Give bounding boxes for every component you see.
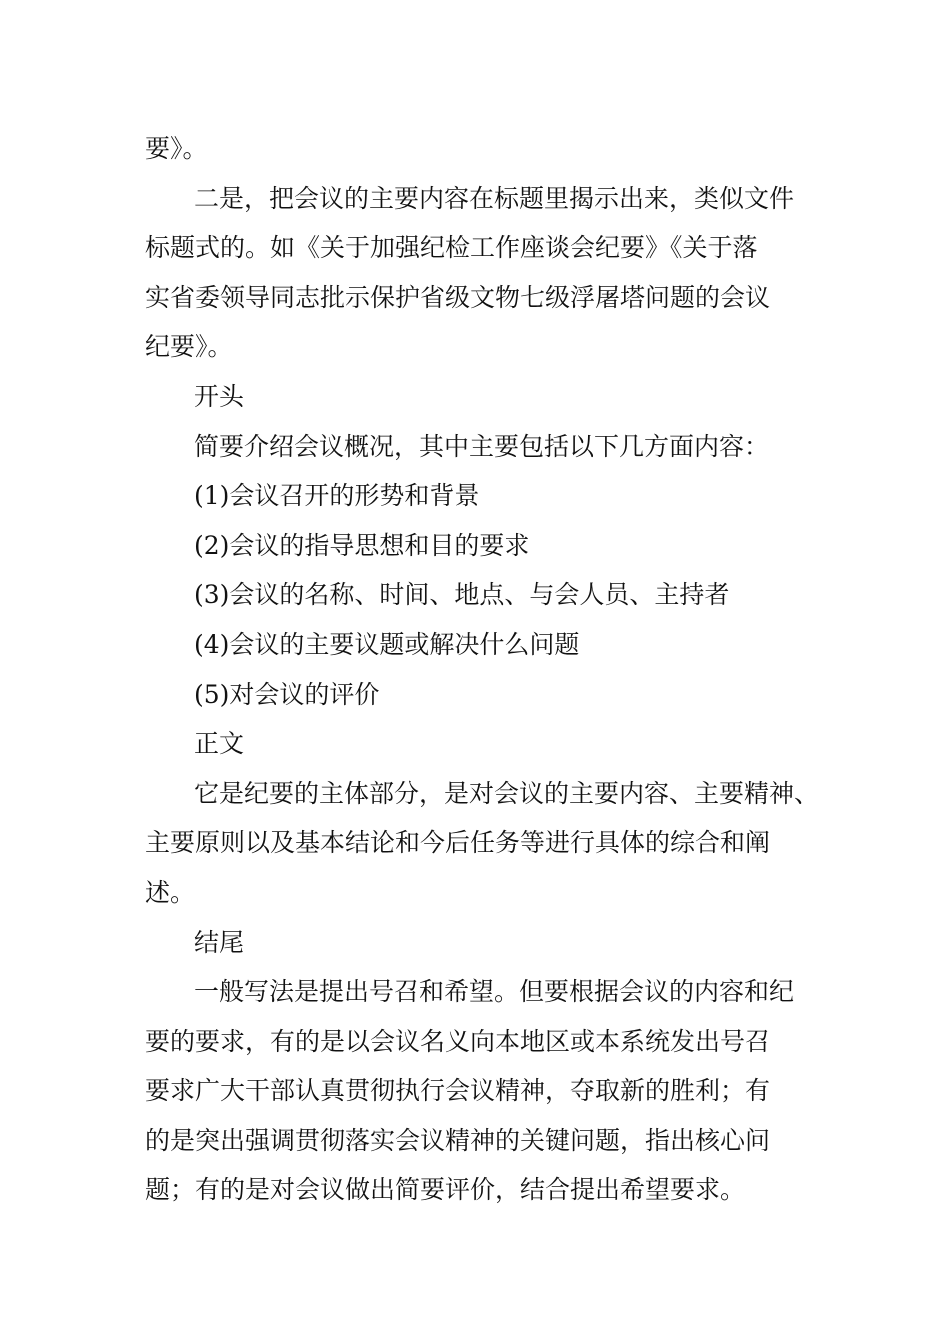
document-body (145, 124, 835, 1215)
text-line: 要求广大干部认真贯彻执行会议精神，夺取新的胜利；有 (145, 1076, 771, 1106)
text-line: 一般写法是提出号召和希望。但要根据会议的内容和纪 (194, 977, 795, 1007)
list-item: (1)会议召开的形势和背景 (194, 481, 480, 511)
list-item: (3)会议的名称、时间、地点、与会人员、主持者 (194, 580, 730, 610)
text-line: 纪要》。 (145, 332, 233, 362)
text-line: 它是纪要的主体部分，是对会议的主要内容、主要精神、 (194, 778, 820, 808)
text-line: 简要介绍会议概况，其中主要包括以下几方面内容： (194, 431, 770, 461)
list-item: (2)会议的指导思想和目的要求 (194, 530, 530, 560)
list-item: (5)对会议的评价 (194, 679, 380, 709)
list-item: (4)会议的主要议题或解决什么问题 (194, 629, 580, 659)
text-line: 要》。 (145, 134, 208, 163)
text-line: 述。 (145, 877, 196, 907)
text-line: 的是突出强调贯彻落实会议精神的关键问题，指出核心问 (145, 1125, 771, 1155)
text-line: 要的要求，有的是以会议名义向本地区或本系统发出号召 (145, 1026, 771, 1056)
text-line: 二是，把会议的主要内容在标题里揭示出来，类似文件 (194, 183, 795, 213)
section-heading-opening: 开头 (194, 381, 245, 411)
text-line: 主要原则以及基本结论和今后任务等进行具体的综合和阐 (145, 828, 771, 858)
text-line: 题；有的是对会议做出简要评价，结合提出希望要求。 (145, 1175, 746, 1205)
text-line: 标题式的。如《关于加强纪检工作座谈会纪要》《关于落 (145, 233, 758, 263)
section-heading-ending: 结尾 (194, 927, 245, 957)
section-heading-body: 正文 (194, 729, 245, 759)
text-line: 实省委领导同志批示保护省级文物七级浮屠塔问题的会议 (145, 282, 771, 312)
